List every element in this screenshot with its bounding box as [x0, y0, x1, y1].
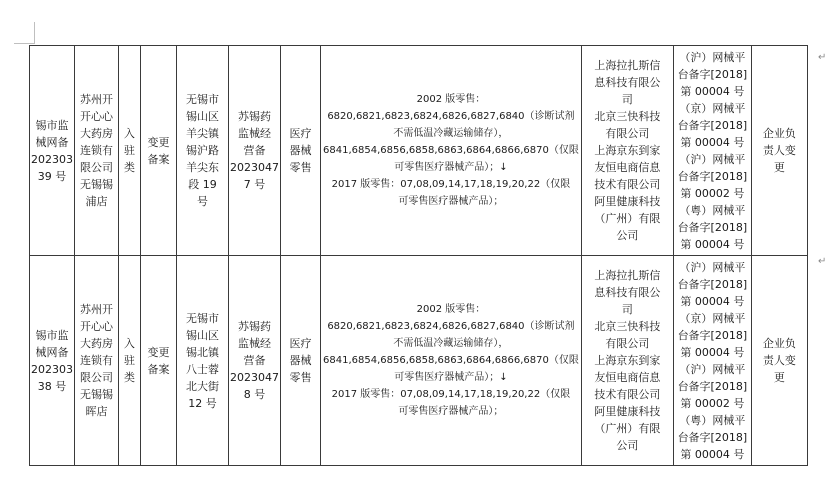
- cell-text-line: 第 00004 号: [680, 294, 745, 308]
- cell-text-line: 连锁有: [80, 354, 113, 367]
- cell-text-line: 第 00004 号: [680, 84, 745, 98]
- cell-text-line: 苏锡药: [238, 320, 271, 333]
- cell-text-line: 司: [621, 93, 633, 106]
- cell-text-line: 阿里健康科技: [594, 195, 661, 208]
- cell-text-line: 202303: [31, 152, 73, 166]
- cell-text-line: 台备字[2018]: [677, 169, 748, 183]
- page-margin-guide-horizontal: [14, 43, 35, 44]
- cell-text-line: （沪）网械平: [679, 50, 746, 64]
- cell-text-line: 有限公司: [605, 127, 650, 140]
- cell-text-line: 2023047: [230, 371, 279, 384]
- cell-text-line: 司: [621, 303, 633, 316]
- cell-text-line: 6841,6854,6856,6858,6863,6864,6866,6870（仅限: [323, 355, 579, 366]
- cell-text-line: 台备字[2018]: [677, 220, 748, 234]
- cell-text-line: 无锡市: [186, 311, 219, 325]
- cell-text-line: 变更: [147, 135, 170, 149]
- cell-text-line: 6841,6854,6856,6858,6863,6864,6866,6870（仅限: [323, 145, 579, 156]
- cell-text-line: 台备字[2018]: [677, 277, 748, 291]
- cell-text-line: 无锡市: [186, 93, 219, 106]
- cell-text-line: （粤）网械平: [679, 203, 746, 217]
- cell-text-line: 类: [124, 161, 135, 174]
- entry-type-cell: [119, 46, 141, 256]
- cell-text-line: 公司: [616, 439, 639, 452]
- cell-text-line: 号: [197, 195, 208, 208]
- cell-text-line: 技术有限公司: [594, 178, 661, 191]
- platform-company-cell: [581, 46, 673, 256]
- business-category-cell: [281, 256, 321, 466]
- cell-text-line: 入: [124, 127, 135, 140]
- cell-text-line: 医疗: [289, 337, 312, 350]
- cell-text-line: 更: [773, 161, 785, 174]
- cell-text-line: 苏锡药: [238, 110, 271, 123]
- business-scope-cell: [321, 46, 582, 256]
- cell-text-line: 可零售医疗器械产品）；↓: [394, 372, 508, 383]
- change-type-cell: [141, 256, 177, 466]
- registration-table: [29, 45, 808, 466]
- cell-text-line: 不需低温冷藏运输储存），: [393, 128, 509, 139]
- cell-text-line: 驻: [124, 144, 135, 157]
- cell-text-line: 锡山区: [186, 110, 219, 123]
- cell-text-line: （京）网械平: [679, 311, 746, 325]
- cell-text-line: （粤）网械平: [679, 413, 746, 427]
- cell-text-line: 大药房: [80, 127, 113, 140]
- cell-text-line: 友恒电商信息: [594, 371, 661, 384]
- cell-text-line: 八士蓉: [186, 362, 219, 376]
- cell-text-line: 入: [124, 337, 135, 350]
- cell-text-line: 不需低温冷藏运输储存），: [393, 338, 509, 349]
- cell-text-line: （京）网械平: [679, 101, 746, 115]
- cell-text-line: 友恒电商信息: [594, 161, 661, 174]
- cell-text-line: （广州）有限: [594, 212, 661, 225]
- cell-text-line: 有限公司: [605, 337, 650, 350]
- cell-text-line: 公司: [616, 229, 639, 242]
- cell-text-line: 苏州开: [80, 93, 113, 106]
- table-row: [30, 256, 808, 466]
- cell-text-line: 上海拉扎斯信: [594, 269, 661, 282]
- page-margin-guide-vertical: [34, 22, 35, 44]
- cell-text-line: 开心心: [80, 110, 113, 123]
- address-cell: [177, 46, 229, 256]
- cell-text-line: 北京三快科技: [594, 320, 661, 333]
- cell-text-line: 器械: [289, 354, 312, 367]
- cell-text-line: 上海京东到家: [594, 144, 661, 157]
- cell-text-line: 台备字[2018]: [677, 67, 748, 81]
- cell-text-line: 2002 版零售：: [416, 304, 486, 315]
- address-cell: [177, 256, 229, 466]
- cell-text-line: 技术有限公司: [594, 388, 661, 401]
- cell-text-line: 2002 版零售：: [416, 94, 486, 105]
- cell-text-line: 台备字[2018]: [677, 430, 748, 444]
- cell-text-line: 企业负: [762, 337, 796, 350]
- cell-text-line: 台备字[2018]: [677, 328, 748, 342]
- cell-text-line: 医疗: [289, 127, 312, 140]
- cell-text-line: 2017 版零售：07,08,09,14,17,18,19,20,22（仅限: [331, 389, 571, 400]
- cell-text-line: 浦店: [85, 195, 108, 208]
- cell-text-line: 营备: [243, 144, 266, 157]
- cell-text-line: 连锁有: [80, 144, 113, 157]
- cell-text-line: 变更: [147, 345, 170, 359]
- cell-text-line: 责人变: [762, 354, 796, 367]
- cell-text-line: 锡市监: [35, 118, 69, 132]
- cell-text-line: （沪）网械平: [679, 362, 746, 376]
- cell-text-line: 第 00004 号: [680, 237, 745, 251]
- cell-text-line: 企业负: [762, 127, 796, 140]
- cell-text-line: 上海京东到家: [594, 354, 661, 367]
- cell-text-line: 驻: [124, 354, 135, 367]
- remark-cell: [751, 46, 807, 256]
- cell-text-line: 第 00004 号: [680, 135, 745, 149]
- cell-text-line: 零售: [289, 371, 312, 384]
- company-name-cell: [75, 46, 119, 256]
- cell-text-line: 无锡锡: [80, 178, 113, 191]
- company-name-cell: [75, 256, 119, 466]
- record-number-cell: [30, 256, 75, 466]
- cell-text-line: 监械经: [238, 127, 271, 140]
- platform-filing-cell: [673, 256, 751, 466]
- cell-text-line: 类: [124, 371, 135, 384]
- table-body: [30, 46, 808, 466]
- cell-text-line: 监械经: [238, 337, 271, 350]
- license-number-cell: [229, 256, 281, 466]
- platform-company-cell: [581, 256, 673, 466]
- cell-text-line: 零售: [289, 161, 312, 174]
- cell-text-line: 第 00002 号: [680, 186, 745, 200]
- cell-text-line: 12 号: [188, 396, 217, 410]
- cell-text-line: 台备字[2018]: [677, 118, 748, 132]
- cell-text-line: 可零售医疗器械产品）；: [398, 196, 504, 207]
- cell-text-line: 8 号: [243, 388, 266, 401]
- cell-text-line: 限公司: [80, 371, 113, 384]
- table-row: [30, 46, 808, 256]
- cell-text-line: 台备字[2018]: [677, 379, 748, 393]
- cell-text-line: 晖店: [85, 405, 108, 418]
- cell-text-line: 第 00004 号: [680, 447, 745, 461]
- cell-text-line: 6820,6821,6823,6824,6826,6827,6840（诊断试剂: [327, 321, 575, 332]
- cell-text-line: 备案: [147, 362, 170, 376]
- record-number-cell: [30, 46, 75, 256]
- cell-text-line: 器械: [289, 144, 312, 157]
- cell-text-line: 6820,6821,6823,6824,6826,6827,6840（诊断试剂: [327, 111, 575, 122]
- license-number-cell: [229, 46, 281, 256]
- entry-type-cell: [119, 256, 141, 466]
- business-category-cell: [281, 46, 321, 256]
- cell-text-line: 39 号: [37, 169, 67, 183]
- cell-text-line: 锡山区: [186, 328, 219, 342]
- cell-text-line: 北大街: [186, 379, 219, 393]
- cell-text-line: 苏州开: [80, 303, 113, 316]
- change-type-cell: [141, 46, 177, 256]
- cell-text-line: 2023047: [230, 161, 279, 174]
- paragraph-mark: ↵: [818, 52, 827, 63]
- cell-text-line: 7 号: [243, 178, 266, 191]
- cell-text-line: 第 00002 号: [680, 396, 745, 410]
- cell-text-line: 38 号: [37, 379, 67, 393]
- paragraph-mark: ↵: [818, 256, 827, 267]
- cell-text-line: 械网备: [35, 135, 69, 149]
- cell-text-line: 羊尖东: [186, 161, 219, 174]
- cell-text-line: 阿里健康科技: [594, 405, 661, 418]
- cell-text-line: 责人变: [762, 144, 796, 157]
- cell-text-line: （广州）有限: [594, 422, 661, 435]
- cell-text-line: （沪）网械平: [679, 152, 746, 166]
- remark-cell: [751, 256, 807, 466]
- cell-text-line: 202303: [31, 362, 73, 376]
- cell-text-line: 锡沪路: [186, 144, 219, 157]
- cell-text-line: 息科技有限公: [594, 286, 661, 299]
- platform-filing-cell: [673, 46, 751, 256]
- cell-text-line: 大药房: [80, 337, 113, 350]
- business-scope-cell: [321, 256, 582, 466]
- cell-text-line: （沪）网械平: [679, 260, 746, 274]
- cell-text-line: 北京三快科技: [594, 110, 661, 123]
- cell-text-line: 备案: [147, 152, 170, 166]
- cell-text-line: 更: [773, 371, 785, 384]
- cell-text-line: 羊尖镇: [186, 127, 219, 140]
- cell-text-line: 限公司: [80, 161, 113, 174]
- cell-text-line: 营备: [243, 354, 266, 367]
- cell-text-line: 械网备: [35, 345, 69, 359]
- cell-text-line: 可零售医疗器械产品）；: [398, 406, 504, 417]
- cell-text-line: 息科技有限公: [594, 76, 661, 89]
- cell-text-line: 第 00004 号: [680, 345, 745, 359]
- cell-text-line: 2017 版零售：07,08,09,14,17,18,19,20,22（仅限: [331, 179, 571, 190]
- cell-text-line: 锡市监: [35, 328, 69, 342]
- cell-text-line: 段 19: [188, 178, 217, 191]
- cell-text-line: 锡北镇: [186, 345, 219, 359]
- cell-text-line: 无锡锡: [80, 388, 113, 401]
- cell-text-line: 开心心: [80, 320, 113, 333]
- cell-text-line: 可零售医疗器械产品）；↓: [394, 162, 508, 173]
- cell-text-line: 上海拉扎斯信: [594, 59, 661, 72]
